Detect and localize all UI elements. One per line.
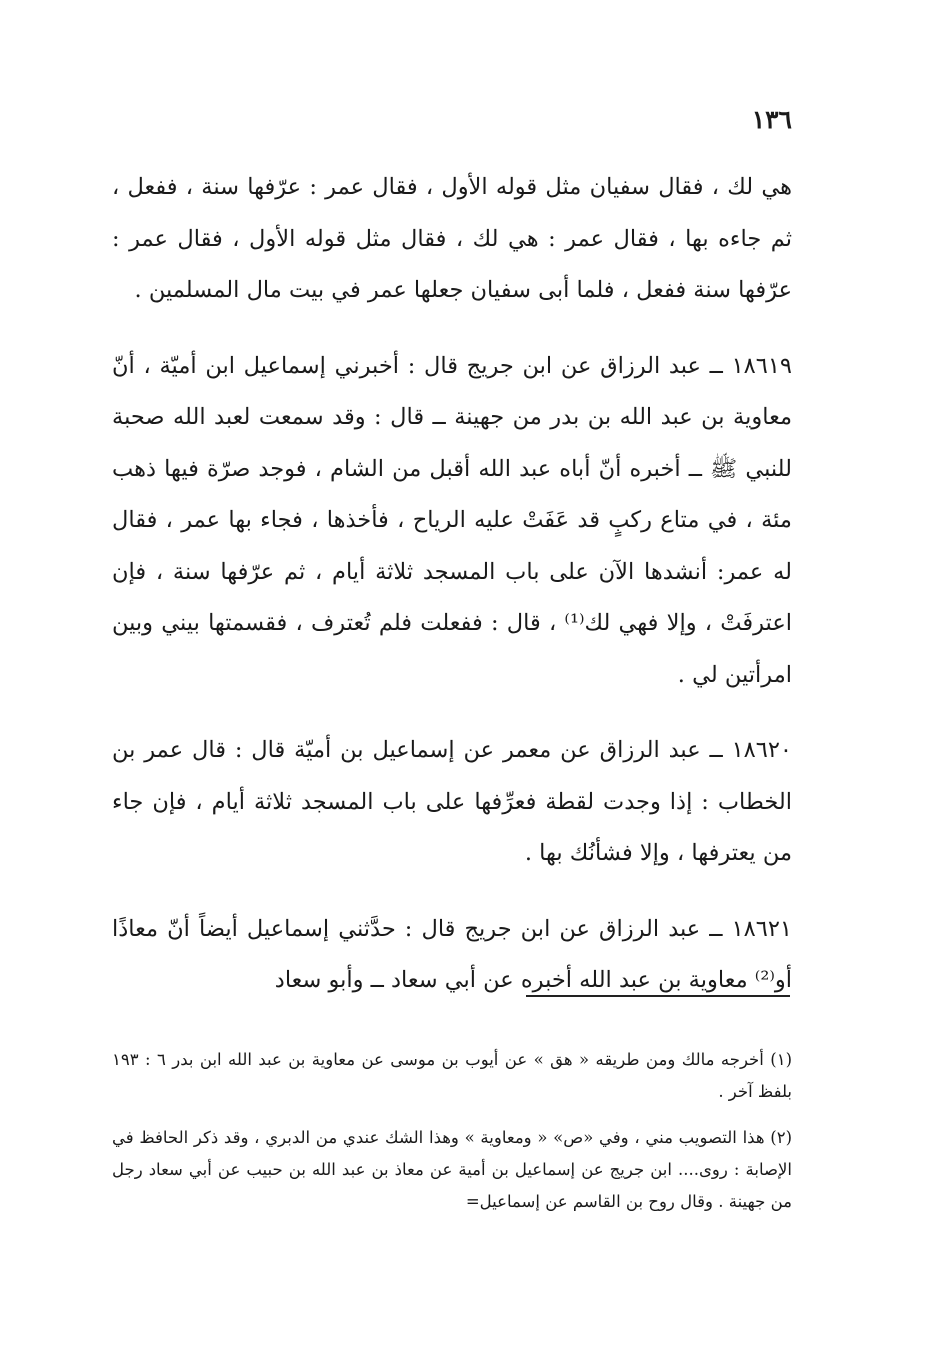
page-number: ١٣٦ xyxy=(751,105,792,134)
footnotes xyxy=(112,1044,792,1218)
hadith-18619: ١٨٦١٩ ــ عبد الرزاق عن ابن جريج قال : أخبرني إسماعيل ابن أميّة ، أنّ معاوية بن عبد الله بن بدر من جهينة ــ قال : وقد سمعت لعبد الله صحبة للنبي ﷺ ــ أخبره أنّ أباه عبد الله أقبل من الشام ، فوجد صرّة فيها ذهب مئة ، في متاع ركبٍ قد عَفَتْ عليه الرياح ، فأخذها ، فجاء بها عمر ، فقال له عمر: أنشدها الآن على باب المسجد ثلاثة أيام ، ثم عرّفها سنة ، فإن اعترفَتْ ، وإلا فهي لك⁽¹⁾ ، قال : ففعلت فلم تُعترف ، فقسمتها بيني وبين امرأتين لي . xyxy=(112,352,792,688)
footnote-2: (٢) هذا التصويب مني ، وفي «ص» « ومعاوية » وهذا الشك عندي من الدبري ، وقد ذكر الحافظ في الإصابة : روى.... ابن جريج عن إسماعيل بن أمية عن معاذ بن عبد الله بن حبيب عن أبي سعاد رجل من جهينة . وقال روح بن القاسم عن إسماعيل= xyxy=(112,1128,792,1211)
footnote-1: (١) أخرجه مالك ومن طريقه « هق » عن أيوب بن موسى عن معاوية بن عبد الله ابن بدر ٦ : ١٩٣ بلفظ آخر . xyxy=(112,1050,792,1101)
paragraph-continuation: هي لك ، فقال سفيان مثل قوله الأول ، فقال عمر : عرّفها سنة ، ففعل ، ثم جاءه بها ، فقال عمر : هي لك ، فقال مثل قوله الأول ، فقال عمر : عرّفها سنة ففعل ، فلما أبى سفيان جعلها عمر في بيت مال المسلمين . xyxy=(112,174,792,303)
hadith-18621: ١٨٦٢١ ــ عبد الرزاق عن ابن جريج قال : حدَّثني إسماعيل أيضاً أنّ معاذًا أو⁽²⁾ معاوية بن عبد الله أخبره عن أبي سعاد ــ وأبو سعاد xyxy=(112,915,792,993)
hadith-18620: ١٨٦٢٠ ــ عبد الرزاق عن معمر عن إسماعيل بن أميّة قال : قال عمر بن الخطاب : إذا وجدت لقطة فعرِّفها على باب المسجد ثلاثة أيام ، فإن جاء من يعترفها ، وإلا فشأنُك بها . xyxy=(112,737,792,866)
page-body xyxy=(112,100,792,1007)
footnote-divider xyxy=(526,995,790,997)
